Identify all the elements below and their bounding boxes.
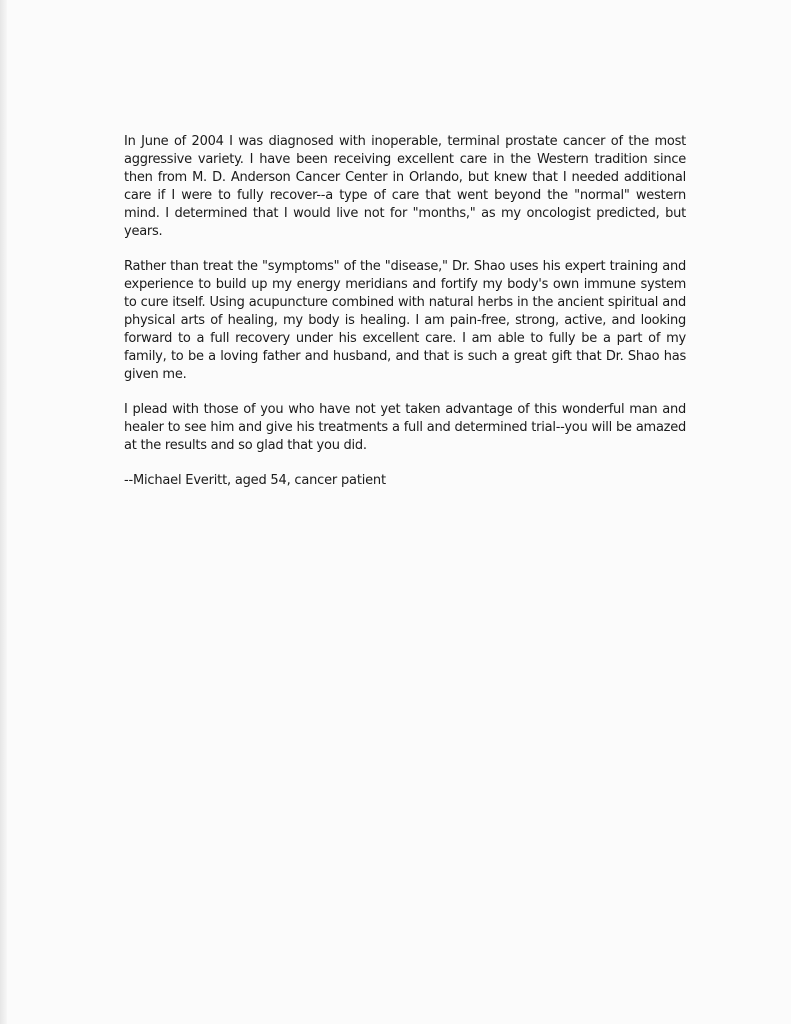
scan-edge-shadow (0, 0, 7, 1024)
paragraph-treatment: Rather than treat the "symptoms" of the "disease," Dr. Shao uses his expert training and experience to build up my energy meridians and fortify my body's own immune system to cure itself. Using acupuncture combined with natural herbs in the ancient spiritual and physical arts of healing, my body is healing. I am pain-free, strong, active, and looking forward to a full recovery under his excellent care. I am able to fully be a part of my family, to be a loving father and husband, and that is such a great gift that Dr. Shao has given me. (124, 259, 686, 382)
testimonial-letter (124, 133, 686, 490)
signature-line: --Michael Everitt, aged 54, cancer patient (124, 473, 386, 488)
paragraph-recommendation: I plead with those of you who have not yet taken advantage of this wonderful man and healer to see him and give his treatments a full and determined trial--you will be amazed at the results and so glad that you did. (124, 402, 686, 453)
paragraph-diagnosis: In June of 2004 I was diagnosed with inoperable, terminal prostate cancer of the most aggressive variety. I have been receiving excellent care in the Western tradition since then from M. D. Anderson Cancer Center in Orlando, but knew that I needed additional care if I were to fully recover--a type of care that went beyond the "normal" western mind. I determined that I would live not for "months," as my oncologist predicted, but years. (124, 134, 686, 239)
